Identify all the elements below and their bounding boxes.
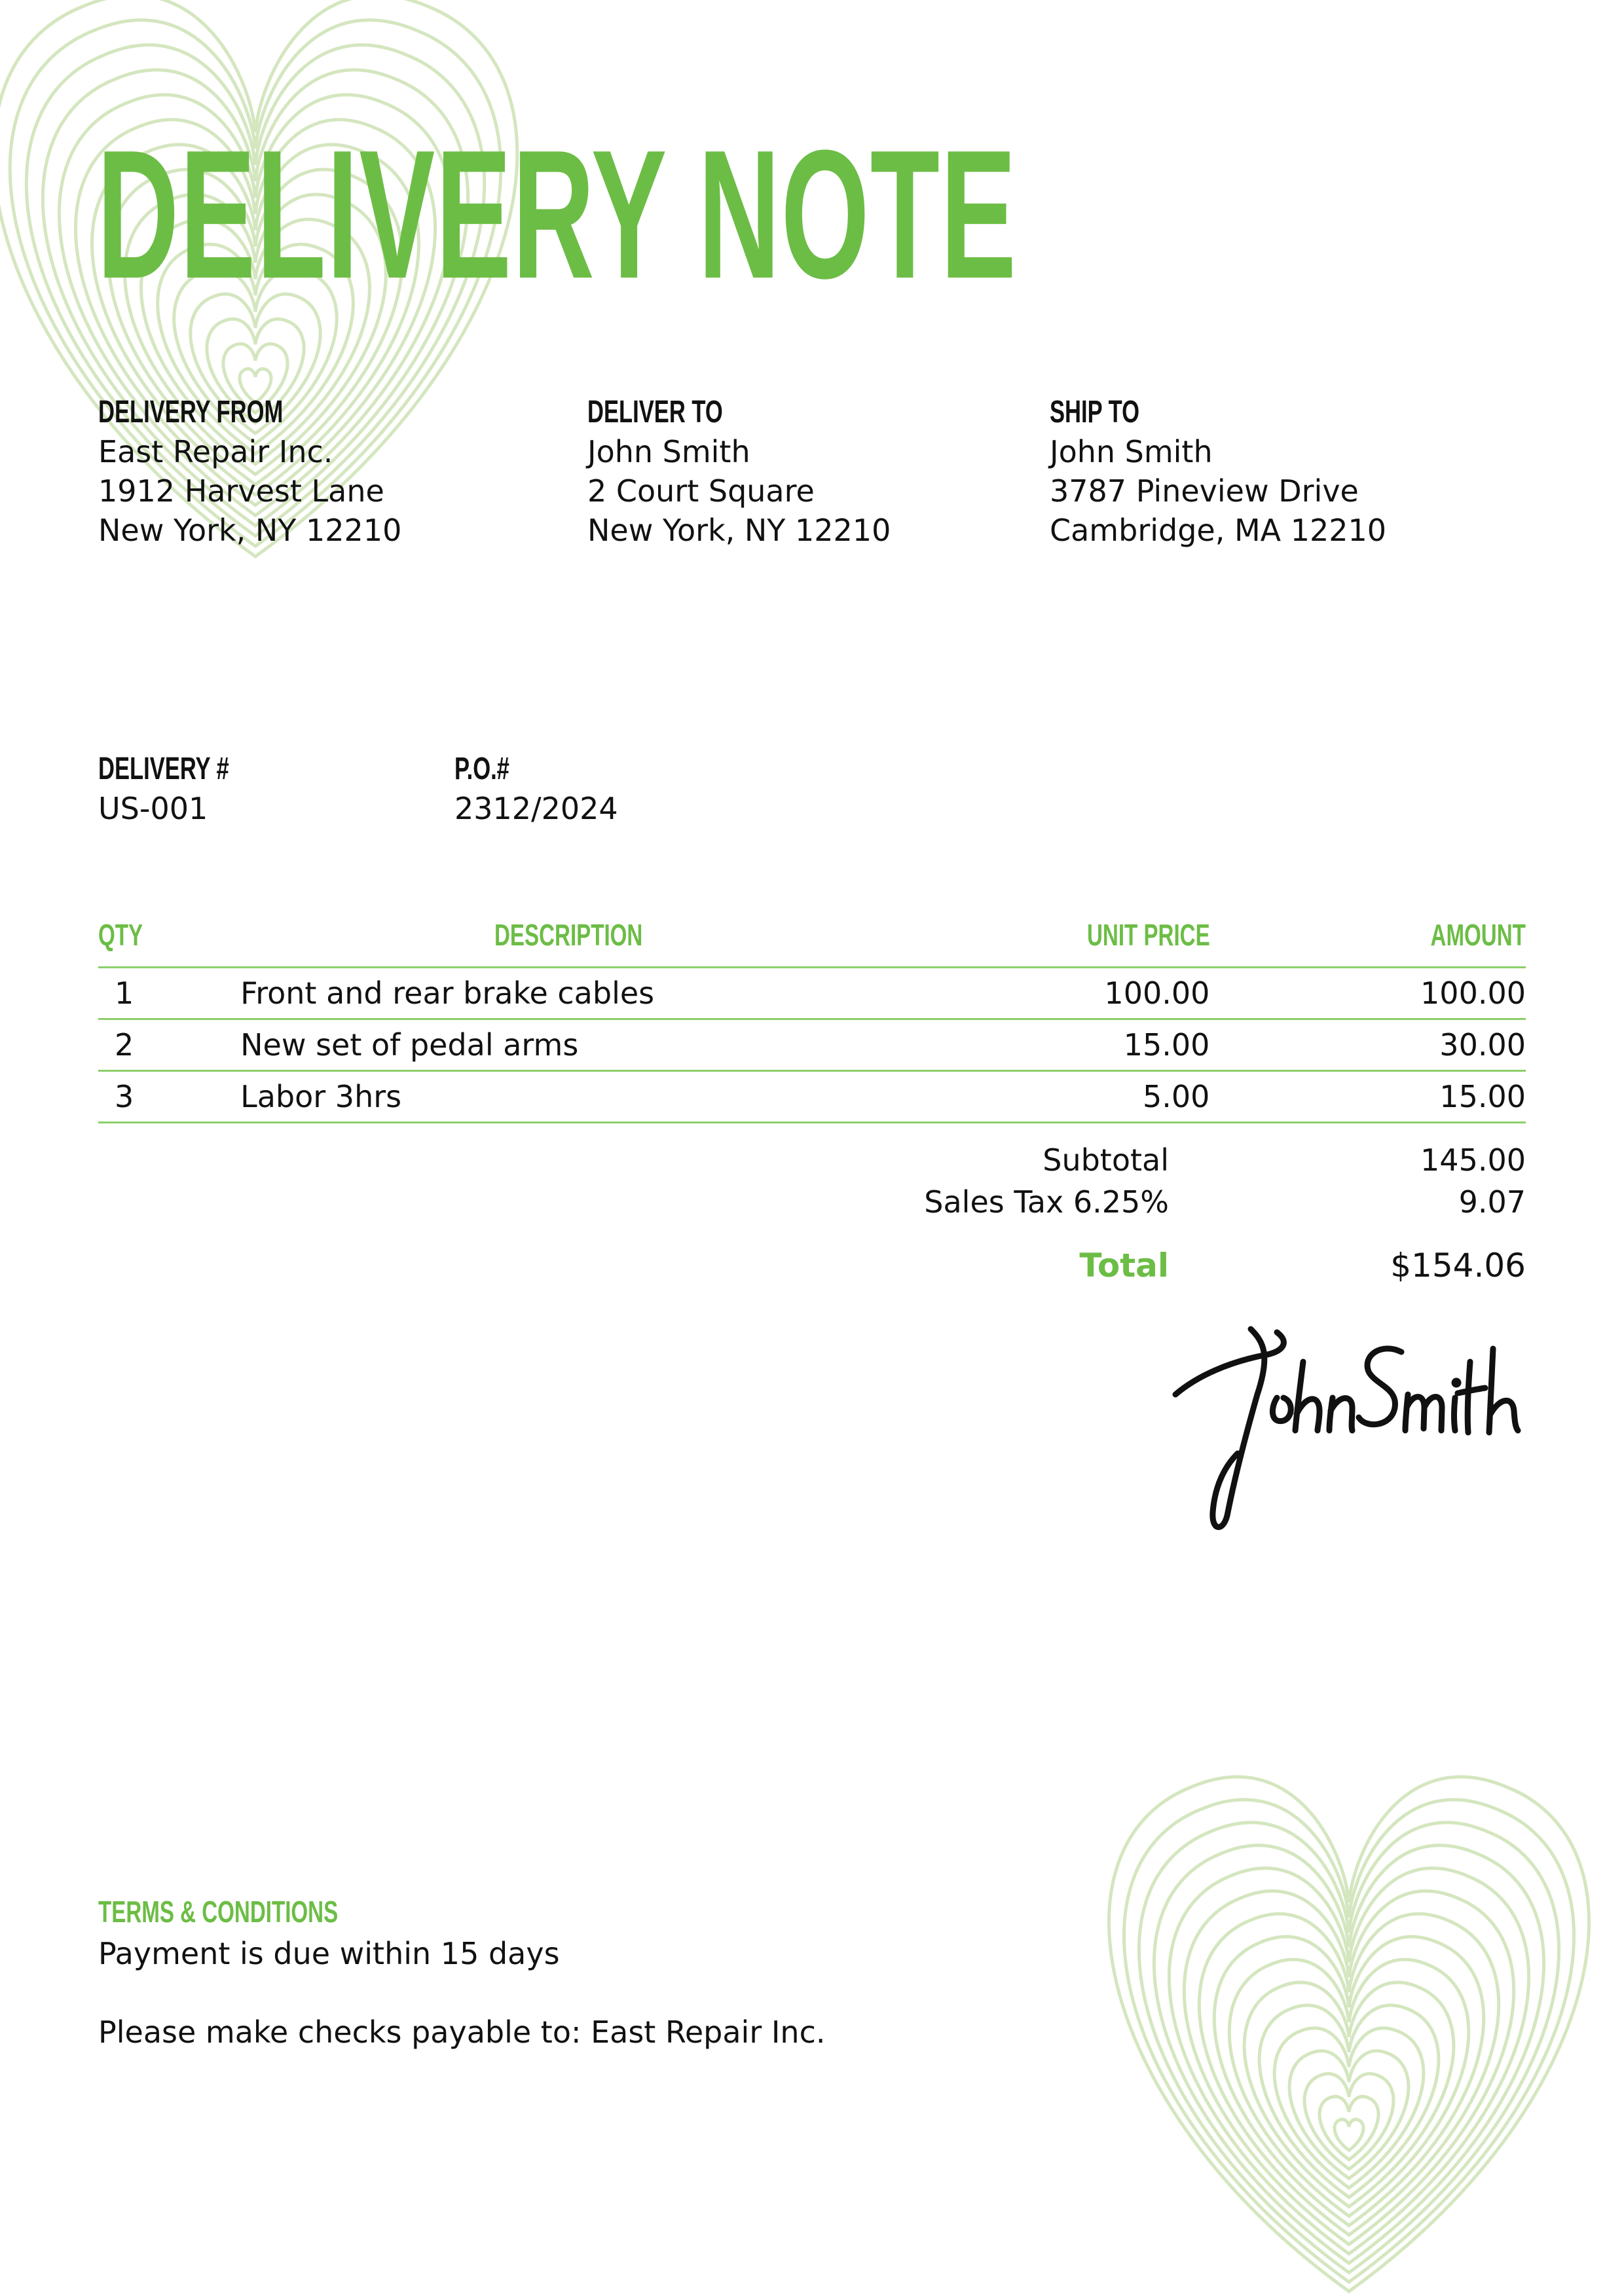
- subtotal-row: [851, 1139, 1526, 1181]
- description-header: [240, 903, 1001, 968]
- amount-header-label: AMOUNT: [1430, 918, 1526, 952]
- description-cell: New set of pedal arms: [240, 1019, 1001, 1071]
- ship-to-line: 3787 Pineview Drive: [1050, 473, 1359, 509]
- subtotal-value: 145.00: [1420, 1142, 1526, 1178]
- qty-header-label: QTY: [98, 918, 143, 952]
- deliver-to-line: New York, NY 12210: [587, 513, 891, 548]
- ship-to-heading: SHIP TO: [1050, 395, 1140, 429]
- qty-cell: 1: [98, 968, 240, 1019]
- unit-price-cell: 15.00: [1001, 1019, 1209, 1071]
- deliver-to-line: John Smith: [587, 434, 750, 469]
- delivery-number-label: DELIVERY #: [98, 752, 229, 786]
- total-label: Total: [1079, 1247, 1169, 1285]
- table-row: [98, 1019, 1526, 1071]
- po-number-value: 2312/2024: [454, 791, 618, 826]
- tax-label: Sales Tax 6.25%: [924, 1184, 1169, 1220]
- unit-price-header-label: UNIT PRICE: [1086, 918, 1210, 952]
- amount-cell: 30.00: [1209, 1019, 1526, 1071]
- description-cell: Front and rear brake cables: [240, 968, 1001, 1019]
- tax-row: [851, 1181, 1526, 1223]
- deliver-to-block: [587, 393, 891, 550]
- total-row: [851, 1243, 1526, 1288]
- terms-line: Payment is due within 15 days: [98, 1936, 560, 1971]
- from-line: East Repair Inc.: [98, 434, 333, 469]
- signature: [1172, 1316, 1526, 1539]
- unit-price-header: [1001, 903, 1209, 968]
- amount-cell: 100.00: [1209, 968, 1526, 1019]
- delivery-number-block: [98, 750, 280, 828]
- qty-cell: 3: [98, 1071, 240, 1123]
- unit-price-cell: 100.00: [1001, 968, 1209, 1019]
- subtotal-label: Subtotal: [1043, 1142, 1169, 1178]
- deliver-to-heading: DELIVER TO: [587, 395, 723, 429]
- amount-cell: 15.00: [1209, 1071, 1526, 1123]
- heart-ring: [1335, 2119, 1363, 2150]
- total-value: $154.06: [1390, 1247, 1526, 1285]
- table-row: [98, 1071, 1526, 1123]
- heart-decoration-bottom-icon: [1048, 1722, 1624, 2296]
- from-line: 1912 Harvest Lane: [98, 473, 384, 509]
- terms-heading: TERMS & CONDITIONS: [98, 1895, 339, 1929]
- tax-value: 9.07: [1458, 1184, 1526, 1220]
- document-title: DELIVERY NOTE: [97, 113, 1018, 317]
- ship-to-line: John Smith: [1050, 434, 1213, 469]
- heart-ring: [1304, 2073, 1393, 2169]
- totals-block: [851, 1139, 1526, 1288]
- qty-header: [98, 903, 240, 968]
- terms-line: Please make checks payable to: East Repair Inc.: [98, 2014, 826, 2050]
- po-number-block: [454, 750, 618, 828]
- po-number-label: P.O.#: [454, 752, 509, 786]
- terms-block: [98, 1892, 826, 2052]
- items-table: [98, 903, 1526, 1123]
- delivery-from-block: [98, 393, 401, 550]
- ship-to-block: [1050, 393, 1386, 550]
- description-header-label: DESCRIPTION: [494, 918, 642, 952]
- amount-header: [1209, 903, 1526, 968]
- from-line: New York, NY 12210: [98, 513, 402, 548]
- ship-to-line: Cambridge, MA 12210: [1050, 513, 1387, 548]
- qty-cell: 2: [98, 1019, 240, 1071]
- table-row: [98, 968, 1526, 1019]
- deliver-to-line: 2 Court Square: [587, 473, 815, 509]
- unit-price-cell: 5.00: [1001, 1071, 1209, 1123]
- table-header-row: [98, 903, 1526, 968]
- delivery-number-value: US-001: [98, 791, 208, 826]
- description-cell: Labor 3hrs: [240, 1071, 1001, 1123]
- delivery-from-heading: DELIVERY FROM: [98, 395, 284, 429]
